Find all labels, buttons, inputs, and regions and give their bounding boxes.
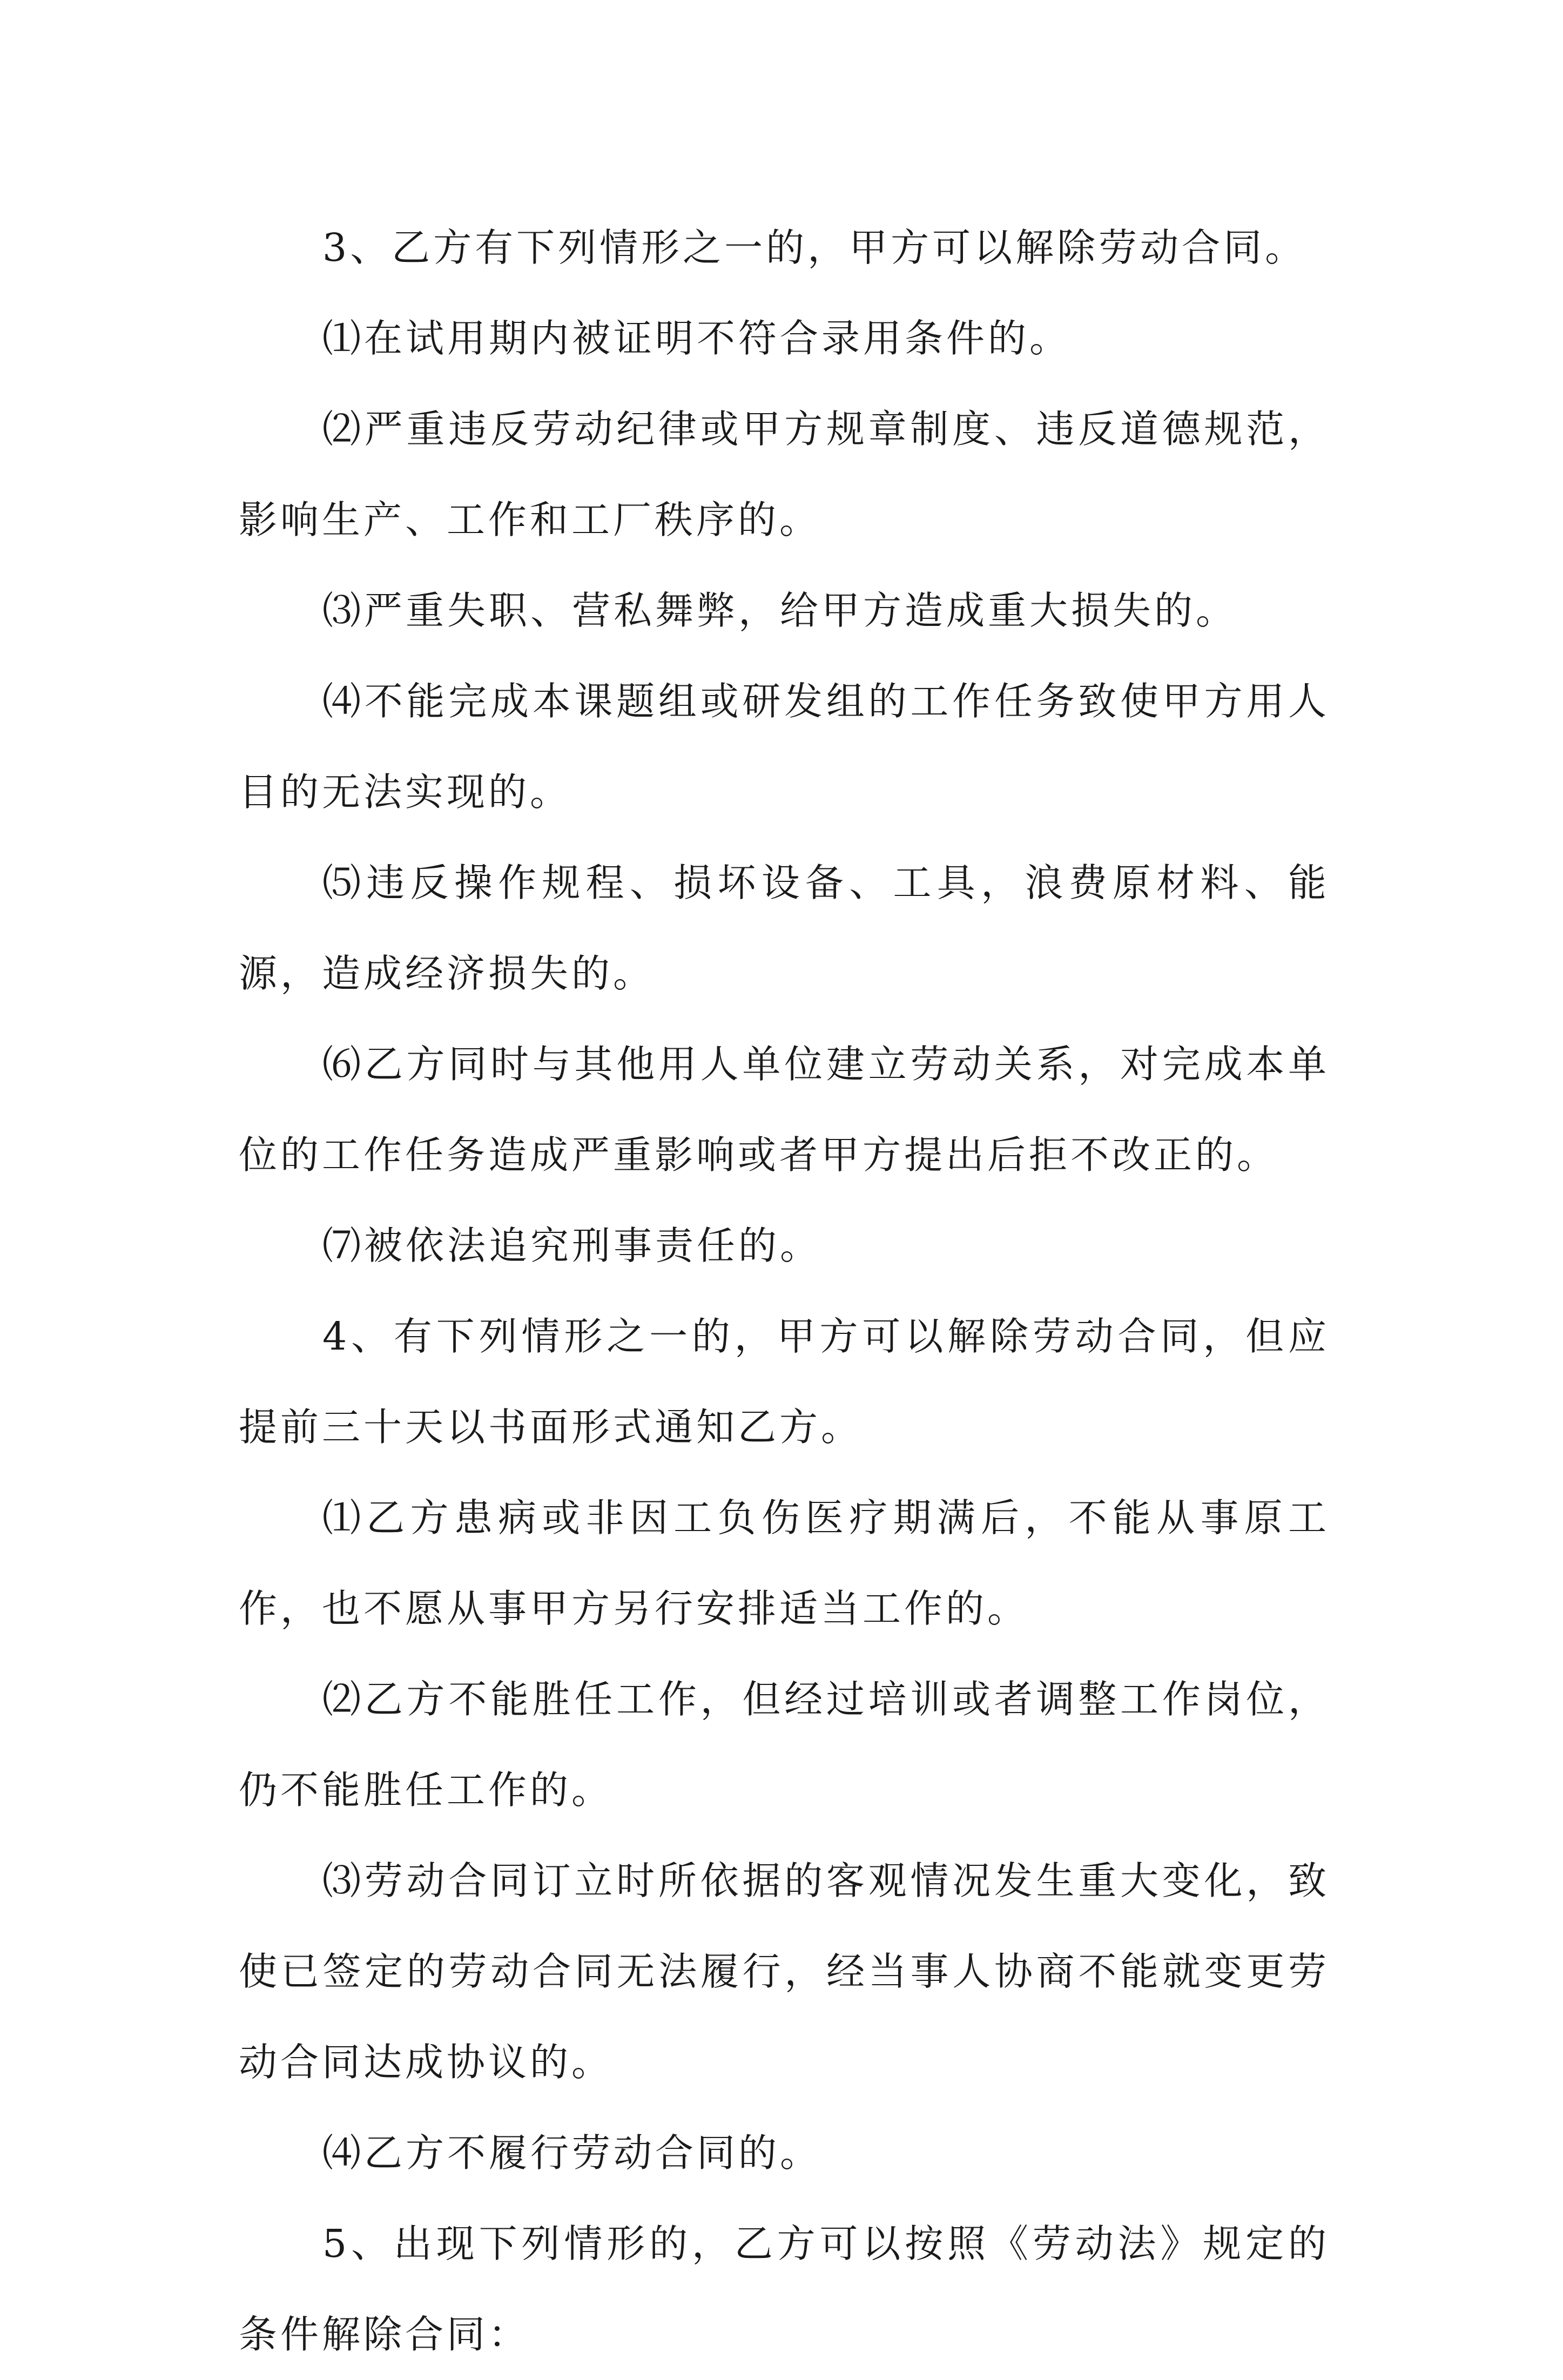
clause-3-item-4: ⑷不能完成本课题组或研发组的工作任务致使甲方用人目的无法实现的。	[239, 679, 1330, 814]
clause-3-item-3: ⑶严重失职、营私舞弊，给甲方造成重大损失的。	[322, 588, 1238, 633]
clause-4-heading: 4、有下列情形之一的，甲方可以解除劳动合同，但应提前三十天以书面形式通知乙方。	[239, 1314, 1330, 1449]
clause-3-item-5: ⑸违反操作规程、损坏设备、工具，浪费原材料、能源，造成经济损失的。	[239, 860, 1330, 996]
clause-4-item-3: ⑶劳动合同订立时所依据的客观情况发生重大变化，致使已签定的劳动合同无法履行，经当事人协商不能就变更劳动合同达成协议的。	[239, 1858, 1330, 2085]
clause-4-item-4: ⑷乙方不履行劳动合同的。	[322, 2130, 822, 2175]
clause-3-heading: 3、乙方有下列情形之一的，甲方可以解除劳动合同。	[322, 225, 1307, 270]
clause-4-item-1: ⑴乙方患病或非因工负伤医疗期满后，不能从事原工作，也不愿从事甲方另行安排适当工作的。	[239, 1495, 1330, 1631]
document-body	[239, 203, 1330, 2380]
clause-3-item-1: ⑴在试用期内被证明不符合录用条件的。	[322, 316, 1072, 361]
clause-3-item-6: ⑹乙方同时与其他用人单位建立劳动关系，对完成本单位的工作任务造成严重影响或者甲方提出后拒不改正的。	[239, 1042, 1330, 1177]
clause-3-item-7: ⑺被依法追究刑事责任的。	[322, 1223, 822, 1268]
clause-5-heading: 5、出现下列情形的，乙方可以按照《劳动法》规定的条件解除合同：	[239, 2221, 1330, 2357]
clause-3-item-2: ⑵严重违反劳动纪律或甲方规章制度、违反道德规范，影响生产、工作和工厂秩序的。	[239, 407, 1330, 542]
clause-4-item-2: ⑵乙方不能胜任工作，但经过培训或者调整工作岗位，仍不能胜任工作的。	[239, 1677, 1330, 1812]
